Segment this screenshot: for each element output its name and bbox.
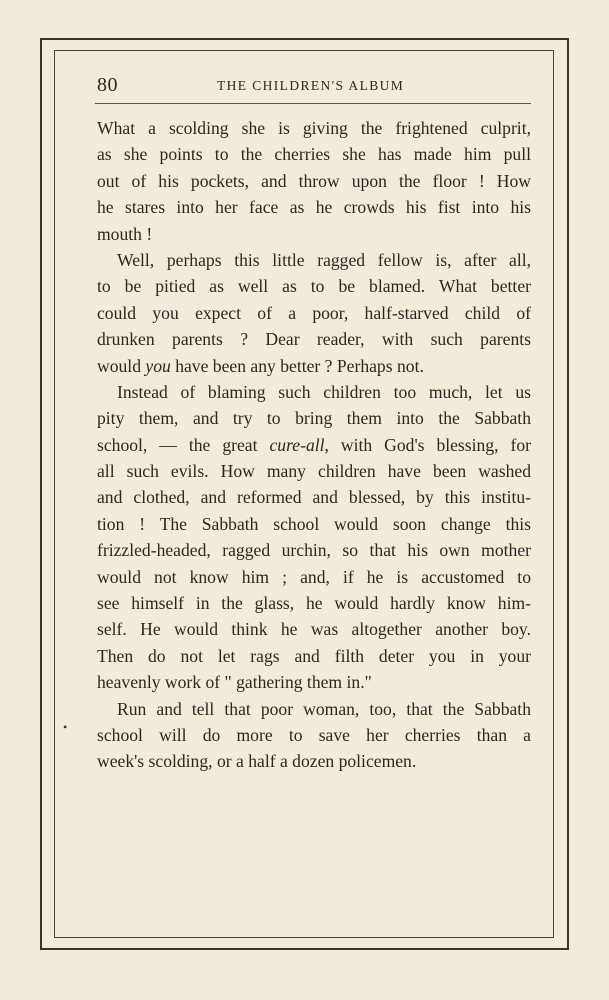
text-line: pity them, and try to bring them into the Sabbath — [97, 408, 531, 429]
text-line: and clothed, and reformed and blessed, by this institu- — [97, 487, 531, 508]
text-line: heavenly work of " gathering them in." — [97, 672, 372, 693]
body-text — [97, 115, 531, 775]
text-line: school will do more to save her cherries than a — [97, 724, 531, 745]
text-line: could you expect of a poor, half-starved child of — [97, 302, 531, 323]
text-line: tion ! The Sabbath school would soon change this — [97, 513, 531, 534]
text-line: would not know him ; and, if he is accustomed to — [97, 566, 531, 587]
text-line: self. He would think he was altogether another boy. — [97, 619, 531, 640]
text-line: Well, perhaps this little ragged fellow is, after all, — [117, 249, 531, 270]
text-line: Instead of blaming such children too much, let us — [117, 381, 531, 402]
text-line: to be pitied as well as to be blamed. What better — [97, 276, 531, 297]
text-line: mouth ! — [97, 223, 153, 244]
text-line: he stares into her face as he crowds his fist into his — [97, 197, 531, 218]
text-line: week's scolding, or a half a dozen policemen. — [97, 751, 417, 772]
emphasis: you — [145, 355, 171, 376]
margin-mark: • — [63, 720, 68, 734]
text-line: drunken parents ? Dear reader, with such parents — [97, 329, 531, 350]
text-line: out of his pockets, and throw upon the floor ! How — [97, 170, 531, 191]
text-line: school, — the great cure-all, with God's blessing, for — [97, 434, 531, 455]
header-rule — [95, 103, 531, 104]
text-line: frizzled-headed, ragged urchin, so that his own mother — [97, 540, 531, 561]
running-title: THE CHILDREN'S ALBUM — [217, 78, 405, 93]
page-number: 80 — [97, 74, 118, 96]
page-header — [97, 74, 530, 98]
emphasis: cure-all — [269, 434, 325, 455]
text-line: What a scolding she is giving the frightened culprit, — [97, 118, 531, 138]
text-line: Then do not let rags and filth deter you in your — [97, 645, 531, 666]
text-line: Run and tell that poor woman, too, that the Sabbath — [117, 698, 531, 719]
text-line: see himself in the glass, he would hardly know him- — [97, 593, 531, 614]
text-line: would you have been any better ? Perhaps not. — [97, 355, 424, 376]
text-line: as she points to the cherries she has made him pull — [97, 144, 531, 165]
text-line: all such evils. How many children have been washed — [97, 461, 531, 482]
